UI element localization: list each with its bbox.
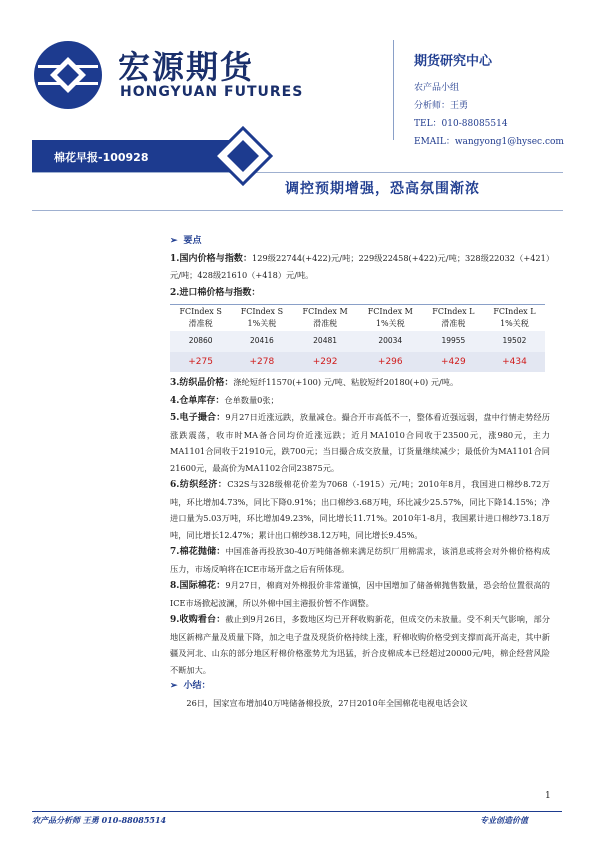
research-center-title: 期货研究中心	[414, 54, 493, 69]
table-header: FCIndex S 1%关税	[231, 305, 292, 332]
table-row: 20860 20416 20481 20034 19955 19502	[170, 331, 545, 352]
banner-rule	[32, 172, 563, 173]
diamond-icon	[213, 126, 273, 186]
company-name-en: HONGYUAN FUTURES	[120, 84, 304, 100]
header-divider	[393, 40, 394, 140]
header-contact	[414, 50, 564, 151]
table-header: FCIndex M 滑准税	[293, 305, 358, 332]
section-domestic-price: 1.国内价格与指数：129级22744(+422)元/吨；229级22458(+422)元/吨；328级22032（+421）元/吨；428级21610（+418）元/吨。	[170, 252, 550, 280]
group-name: 农产品小组	[414, 83, 460, 93]
subtitle-rule	[32, 210, 563, 211]
arrow-right-icon: ➢	[170, 236, 178, 246]
section-warehouse: 4.仓单库存：仓单数量0张；	[170, 394, 279, 406]
summary-text: 26日，国家宣布增加40万吨储备棉投放，27日2010年全国棉花电视电话会议	[186, 697, 468, 708]
section-import-price: 2.进口棉价格与指数：	[170, 287, 261, 298]
table-row: +275 +278 +292 +296 +429 +434	[170, 352, 545, 373]
analyst-name: 分析师：王勇	[414, 101, 469, 111]
company-logo-icon	[32, 39, 104, 111]
report-subtitle: 调控预期增强，恐高氛围渐浓	[285, 181, 480, 197]
summary-heading: ➢ 小结：	[170, 681, 211, 691]
section-textile-price: 3.纺织品价格：涤纶短纤11570(+100) 元/吨、粘胶短纤20180(+0) 元/吨。	[170, 377, 459, 388]
analyst-email[interactable]: EMAIL：wangyong1@hysec.com	[414, 137, 564, 147]
section-electronic-matching: 5.电子撮合：9月27日近涨远跌，放量减仓。撮合开市高低不一，整体看近强远弱，盘中行情走势经历涨跌震荡，收市时MA备合同均价近涨远跌；近月MA1010合同收于23500元，涨980元，主力MA1101合同收于21910元，跌700元；当日撮合成交放量，订货量继续减少；最低价为MA1101合同21600元，最高价为MA1102合同23875元。	[170, 412, 550, 473]
section-reserve-release: 7.棉花抛储：中国准备再投放30-40万吨储备棉来满足纺织厂用棉需求，该消息或将会对外棉价格构成压力，市场反响将在ICE市场开盘之后有所体现。	[170, 546, 550, 574]
table-header: FCIndex S 滑准税	[170, 305, 231, 332]
table-header: FCIndex L 滑准税	[423, 305, 484, 332]
arrow-right-icon: ➢	[170, 681, 178, 691]
import-index-table	[170, 304, 545, 372]
section-purchase: 9.收购看台：截止到9月26日，多数地区均已开秤收购新花，但成交仍未放量。受不利天气影响，部分地区新棉产量及质量下降，加之电子盘及现货价格持续上涨，籽棉收购价格受到支撑而高开高走，其中新疆及河北、山东的部分地区籽棉价格涨势尤为迅猛，折合皮棉成本已经超过20000元/吨，棉企经营风险不断加大。	[170, 614, 550, 675]
key-points-heading: ➢ 要点	[170, 236, 202, 246]
section-textile-economy: 6.纺织经济：C32S与328级棉花价差为7068（-1915）元/吨；2010年8月，我国进口棉纱8.72万吨，环比增加4.73%，同比下降0.91%；出口棉纱3.68万吨，环比减少25.57%，同比下降14.15%；净进口量为5.03万吨，环比增加49.23%，同比增长11.71%。2010年1-8月，我国累计进口棉纱73.18万吨，同比增长12.47%；累计出口棉纱38.12万吨，同比增长9.45%。	[170, 479, 550, 540]
page-number: 1	[545, 791, 551, 801]
report-body	[170, 233, 550, 711]
company-name-cn: 宏源期货	[118, 48, 255, 86]
table-header: FCIndex L 1%关税	[484, 305, 545, 332]
report-title: 棉花早报-100928	[54, 151, 149, 164]
table-header: FCIndex M 1%关税	[358, 305, 423, 332]
footer-slogan: 专业创造价值	[480, 815, 528, 825]
table-header-row	[170, 305, 545, 332]
analyst-tel: TEL：010-88085514	[414, 119, 508, 129]
section-international: 8.国际棉花：9月27日，棉商对外棉报价非常谨慎，因中国增加了储备棉抛售数量，恐会给位置很高的ICE市场掀起波澜，所以外棉中国主港报价暂不作调整。	[170, 580, 550, 608]
footer-analyst: 农产品分析师 王勇 010-88085514	[32, 815, 167, 825]
footer-rule	[32, 811, 562, 812]
